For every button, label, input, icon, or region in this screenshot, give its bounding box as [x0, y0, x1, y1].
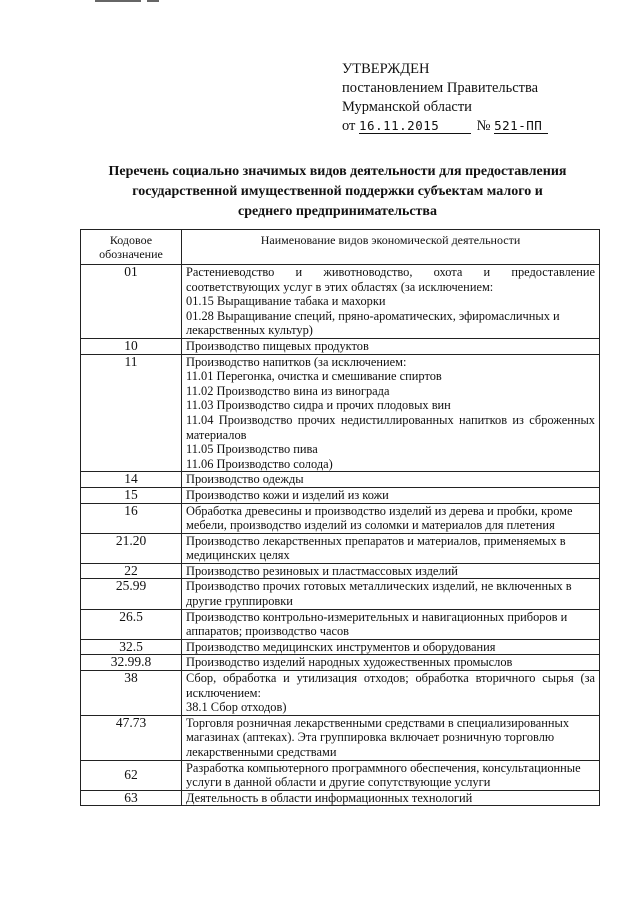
activity-description-line: Производство изделий народных художественных промыслов [186, 655, 513, 670]
activity-code: 15 [81, 487, 182, 503]
approval-number: 521-ПП [494, 119, 548, 134]
activity-description-line: 11.05 Производство пива [186, 442, 318, 457]
activity-description [182, 487, 600, 503]
activity-description [182, 639, 600, 655]
table-row [81, 354, 600, 472]
activity-code: 63 [81, 790, 182, 806]
table-row [81, 563, 600, 579]
activity-code: 22 [81, 563, 182, 579]
activity-description [182, 472, 600, 488]
table-row [81, 338, 600, 354]
activity-description-line: 11.04 Производство прочих недистиллированных напитков из сброженных материалов [186, 412, 595, 442]
activity-code: 25.99 [81, 579, 182, 609]
activity-description-line: 11.01 Перегонка, очистка и смешивание спиртов [186, 369, 442, 384]
activity-description [182, 579, 600, 609]
scan-header-mark [95, 0, 159, 3]
activities-table [80, 229, 600, 806]
approval-date: 16.11.2015 [359, 119, 471, 134]
activity-description-line: Растениеводство и животноводство, охота и предоставление соответствующих услуг в этих областях (за исключением: [186, 265, 595, 294]
activity-description-line: Производство одежды [186, 472, 304, 487]
table-row [81, 265, 600, 339]
table-body [81, 265, 600, 806]
approval-heading: УТВЕРЖДЕН [342, 61, 430, 77]
activity-description-line: Торговля розничная лекарственными средствами в специализированных магазинах (аптеках). Эта группировка включает розничную торговлю лекарственными средствами [186, 715, 570, 759]
table-row [81, 760, 600, 790]
activity-description [182, 655, 600, 671]
table-row [81, 715, 600, 760]
activity-code: 01 [81, 265, 182, 339]
activity-description [182, 265, 600, 339]
table-row [81, 639, 600, 655]
activity-description [182, 760, 600, 790]
activity-code: 10 [81, 338, 182, 354]
activity-description [182, 533, 600, 563]
activity-description [182, 503, 600, 533]
table-row [81, 487, 600, 503]
activity-description-line: 11.06 Производство солода) [186, 456, 333, 471]
activity-description [182, 715, 600, 760]
activity-description [182, 338, 600, 354]
activity-description [182, 563, 600, 579]
activity-description-line: Разработка компьютерного программного обеспечения, консультационные услуги в данной области и другие сопутствующие услуги [186, 760, 581, 790]
activity-description-line: Производство кожи и изделий из кожи [186, 487, 389, 502]
header-name: Наименование видов экономической деятельности [182, 230, 600, 265]
activity-code: 14 [81, 472, 182, 488]
activity-code: 26.5 [81, 609, 182, 639]
header-code: Кодовое обозначение [81, 230, 182, 265]
table-header-row [81, 230, 600, 265]
activity-description-line: Сбор, обработка и утилизация отходов; обработка вторичного сырья (за исключением: [186, 671, 595, 700]
activity-description-line: Производство медицинских инструментов и оборудования [186, 639, 496, 654]
table-row [81, 655, 600, 671]
table-row [81, 503, 600, 533]
table-row [81, 533, 600, 563]
approval-date-line [342, 117, 602, 136]
table-row [81, 472, 600, 488]
table-row [81, 790, 600, 806]
activity-code: 32.5 [81, 639, 182, 655]
table-row [81, 609, 600, 639]
date-prefix: от [342, 118, 356, 134]
activity-description-line: Производство пищевых продуктов [186, 338, 369, 353]
table-row [81, 579, 600, 609]
activity-description-line: 38.1 Сбор отходов) [186, 700, 287, 715]
document-title [70, 162, 605, 222]
activity-description-line: Производство напитков (за исключением: [186, 354, 407, 369]
title-line-3: среднего предпринимательства [238, 204, 437, 219]
table-row [81, 671, 600, 716]
activity-code: 11 [81, 354, 182, 472]
approval-line1: постановлением Правительства [342, 80, 539, 96]
activity-description [182, 671, 600, 716]
activity-code: 21.20 [81, 533, 182, 563]
activity-description-line: 11.02 Производство вина из винограда [186, 383, 390, 398]
activity-code: 16 [81, 503, 182, 533]
activity-description [182, 354, 600, 472]
approval-line2: Мурманской области [342, 99, 472, 115]
activity-description [182, 790, 600, 806]
activity-description-line: Производство лекарственных препаратов и материалов, применяемых в медицинских целях [186, 533, 566, 563]
activity-code: 62 [81, 760, 182, 790]
activity-code: 32.99.8 [81, 655, 182, 671]
activity-description [182, 609, 600, 639]
activity-description-line: Обработка древесины и производство изделий из дерева и пробки, кроме мебели, производство изделий из соломки и материалов для плетения [186, 503, 573, 533]
activity-description-line: 11.03 Производство сидра и прочих плодовых вин [186, 398, 451, 413]
activity-description-line: 01.28 Выращивание специй, пряно-ароматических, эфиромасличных и лекарственных культур) [186, 308, 560, 338]
activity-code: 38 [81, 671, 182, 716]
activity-description-line: Производство прочих готовых металлических изделий, не включенных в другие группировки [186, 579, 572, 609]
activity-description-line: 01.15 Выращивание табака и махорки [186, 294, 386, 309]
title-line-1: Перечень социально значимых видов деятельности для предоставления [108, 164, 567, 179]
number-prefix: № [476, 118, 491, 134]
activity-description-line: Деятельность в области информационных технологий [186, 790, 473, 805]
approval-block [342, 60, 602, 136]
title-line-2: государственной имущественной поддержки субъектам малого и [132, 184, 543, 199]
activity-code: 47.73 [81, 715, 182, 760]
activity-description-line: Производство резиновых и пластмассовых изделий [186, 563, 458, 578]
activity-description-line: Производство контрольно-измерительных и навигационных приборов и аппаратов; производство часов [186, 609, 568, 639]
